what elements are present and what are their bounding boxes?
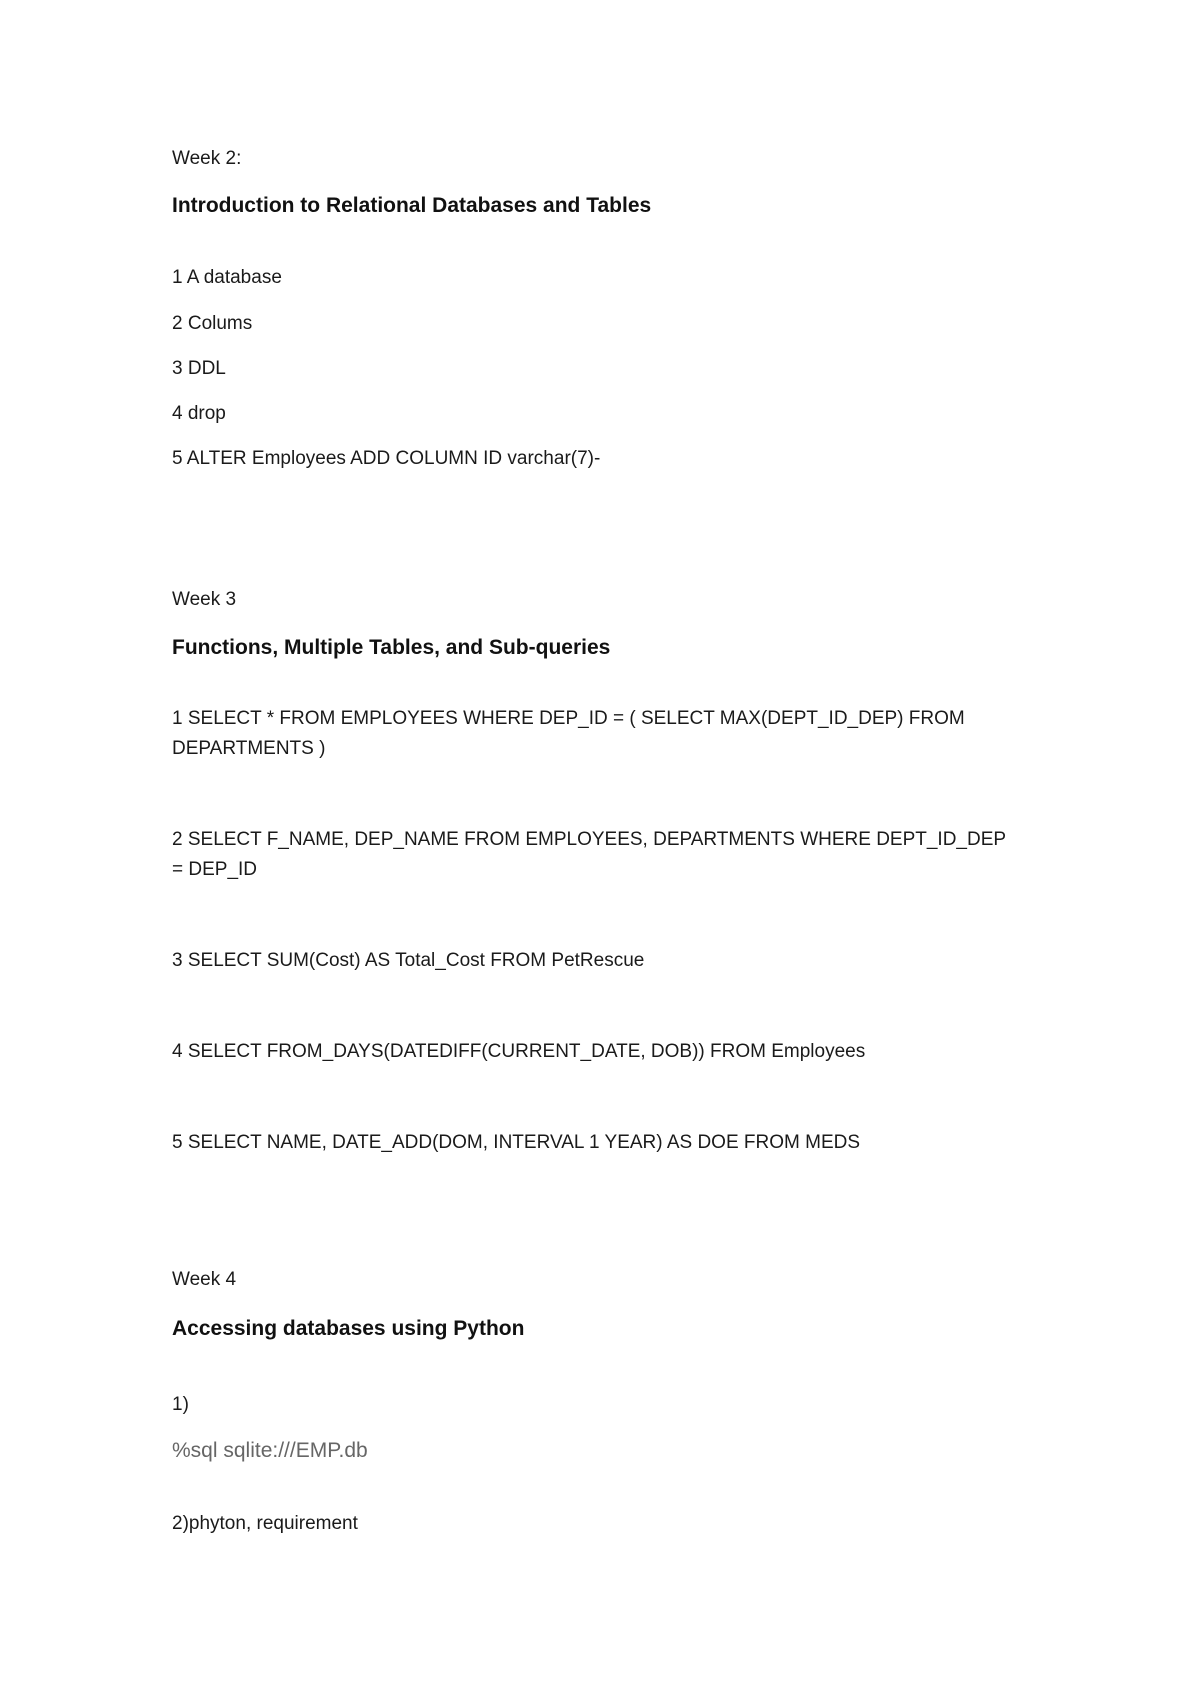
week4-answer-2: 2)phyton, requirement — [172, 1513, 358, 1534]
week3-label: Week 3 — [172, 589, 237, 610]
week2-answer-1: 1 A database — [172, 267, 282, 288]
week4-answer-1-code: %sql sqlite:///EMP.db — [172, 1439, 368, 1462]
week2-label: Week 2: — [172, 148, 242, 169]
week2-answer-4: 4 drop — [172, 403, 226, 424]
week3-answer-3: 3 SELECT SUM(Cost) AS Total_Cost FROM PetRescue — [172, 950, 645, 971]
week3-answer-1: 1 SELECT * FROM EMPLOYEES WHERE DEP_ID = ( SELECT MAX(DEPT_ID_DEP) FROM DEPARTMENTS ) — [172, 708, 965, 759]
week3-answer-5: 5 SELECT NAME, DATE_ADD(DOM, INTERVAL 1 YEAR) AS DOE FROM MEDS — [172, 1132, 861, 1153]
week2-answer-2: 2 Colums — [172, 313, 253, 334]
week2-answer-5: 5 ALTER Employees ADD COLUMN ID varchar(7)- — [172, 448, 601, 469]
week4-answer-1-label: 1) — [172, 1394, 189, 1415]
week3-answer-2: 2 SELECT F_NAME, DEP_NAME FROM EMPLOYEES, DEPARTMENTS WHERE DEPT_ID_DEP = DEP_ID — [172, 829, 1006, 880]
week3-title: Functions, Multiple Tables, and Sub-queries — [172, 636, 611, 659]
week4-title: Accessing databases using Python — [172, 1317, 525, 1340]
week4-label: Week 4 — [172, 1269, 237, 1290]
week3-answer-4: 4 SELECT FROM_DAYS(DATEDIFF(CURRENT_DATE, DOB)) FROM Employees — [172, 1041, 866, 1062]
week2-title: Introduction to Relational Databases and Tables — [172, 194, 652, 217]
week2-answer-3: 3 DDL — [172, 358, 226, 379]
